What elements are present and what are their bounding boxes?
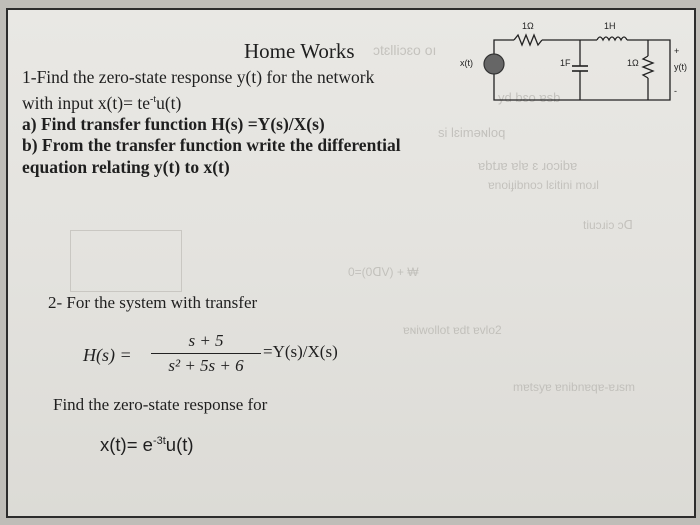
- inductor-label: 1H: [604, 21, 616, 31]
- output-minus: -: [674, 86, 677, 96]
- source-label: x(t): [460, 58, 473, 68]
- transfer-function: [83, 331, 363, 381]
- resistor-2: [643, 56, 653, 78]
- resistor-1-label: 1Ω: [522, 21, 534, 31]
- denominator: s² + 5s + 6: [168, 356, 244, 375]
- resistor-2-label: 1Ω: [627, 58, 639, 68]
- problem-2-intro: 2- For the system with transfer: [48, 293, 258, 312]
- bleed-through-text: 0=(0ᗡV) + ₩: [348, 265, 419, 279]
- bleed-through-text: ɐbtɹɐ ɐlɐ ɛ ɹoɔibɐ: [478, 158, 578, 173]
- homework-sheet: [6, 8, 696, 518]
- bleed-through-text: mɐtsyɐ ɐnibnɐqɐ-ɐɹsm: [513, 380, 636, 394]
- transfer-function-fraction: [151, 331, 261, 376]
- problem-1-line1: 1-Find the zero-state response y(t) for the network: [22, 67, 375, 87]
- bleed-through-text: tiuɔɹiɔ ɔᗡ: [583, 218, 633, 232]
- voltage-source: [484, 54, 504, 74]
- bleed-through-text: ɔtɛlliɔɛo oı: [373, 42, 437, 58]
- problem-1-part-b-line2: equation relating y(t) to x(t): [22, 156, 230, 177]
- inductor: [597, 37, 627, 40]
- problem-1: [22, 67, 427, 178]
- fraction-bar: [151, 353, 261, 354]
- bleed-through-text: si lɛiməɴloq: [438, 125, 506, 140]
- resistor-1: [514, 35, 542, 45]
- problem-2-find: Find the zero-state response for: [53, 395, 268, 414]
- problem-1-input: with input $x(t)= te^{-t}u(t)$: [22, 92, 182, 113]
- bleed-through-text: ɐɴiwollot ɐdt ɐvlo2: [403, 323, 502, 337]
- problem-2-input: $x(t)= e^{-3t}u(t)$: [100, 434, 194, 455]
- circuit-diagram: [452, 18, 692, 108]
- output-label: y(t): [674, 62, 687, 72]
- problem-1-part-a: a) Find transfer function H(s) =Y(s)/X(s): [22, 113, 325, 134]
- bleed-through-text: yd bɛo ɐsb: [498, 90, 561, 105]
- bleed-through-text: ɐnoiɟibnoɔ lɛitini moɹl: [488, 178, 599, 192]
- transfer-function-lhs: H(s) =: [83, 345, 132, 365]
- output-plus: +: [674, 46, 680, 56]
- transfer-function-ratio: =Y(s)/X(s): [263, 342, 338, 361]
- page-title: Home Works: [244, 39, 355, 63]
- numerator: s + 5: [188, 331, 224, 350]
- capacitor-label: 1F: [560, 58, 571, 68]
- faint-box-mark: [70, 230, 182, 292]
- problem-1-part-b-line1: b) From the transfer function write the differential: [22, 135, 401, 156]
